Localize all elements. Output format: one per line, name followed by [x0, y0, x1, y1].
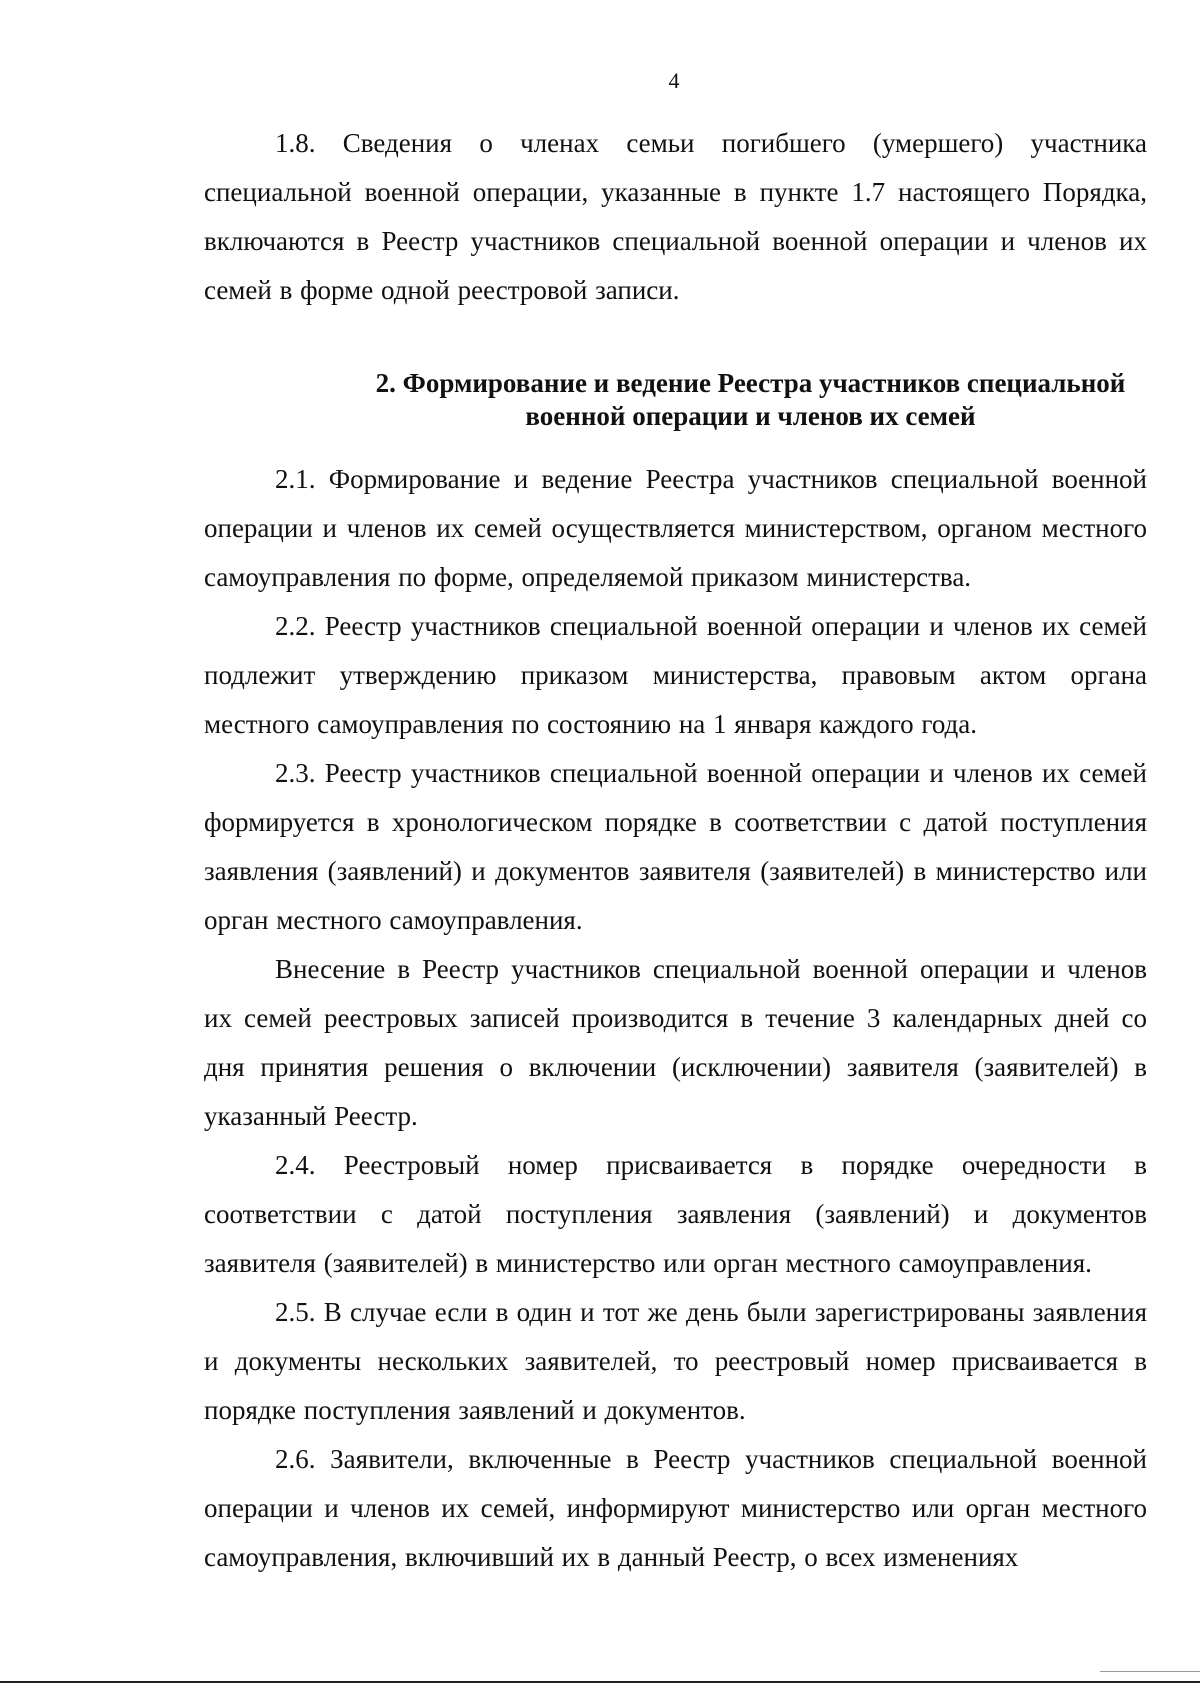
- paragraph-2-4: 2.4. Реестровый номер присваивается в порядке очередности в соответствии с датой поступления заявления (заявлений) и документов заявителя (заявителей) в министерство или орган местного самоуправления.: [204, 1150, 1147, 1278]
- paragraph-2-5: 2.5. В случае если в один и тот же день были зарегистрированы заявления и документы нескольких заявителей, то реестровый номер присваивается в порядке поступления заявлений и документов.: [204, 1297, 1147, 1425]
- paragraph-2-2: 2.2. Реестр участников специальной военной операции и членов их семей подлежит утверждению приказом министерства, правовым актом органа местного самоуправления по состоянию на 1 января каждого года.: [204, 611, 1147, 739]
- section-heading-line-2: военной операции и членов их семей: [525, 401, 976, 431]
- scan-bottom-edge-line: [0, 1681, 1200, 1683]
- paragraph-2-1: 2.1. Формирование и ведение Реестра участников специальной военной операции и членов их семей осуществляется министерством, органом местного самоуправления по форме, определяемой приказом министерства.: [204, 464, 1147, 592]
- paragraph-2-3-continuation: Внесение в Реестр участников специальной военной операции и членов их семей реестровых записей производится в течение 3 календарных дней со дня принятия решения о включении (исключении) заявителя (заявителей) в указанный Реестр.: [204, 954, 1147, 1131]
- section-heading-2: [204, 367, 1147, 433]
- page-number: 4: [668, 68, 680, 93]
- paragraph-2-6: 2.6. Заявители, включенные в Реестр участников специальной военной операции и членов их семей, информируют министерство или орган местного самоуправления, включивший их в данный Реестр, о всех изменениях: [204, 1444, 1147, 1572]
- section-heading-line-1: 2. Формирование и ведение Реестра участников специальной: [375, 368, 1126, 398]
- scan-edge-mark: [1100, 1671, 1200, 1672]
- document-body: [204, 119, 1147, 1582]
- paragraph-2-3: 2.3. Реестр участников специальной военной операции и членов их семей формируется в хронологическом порядке в соответствии с датой поступления заявления (заявлений) и документов заявителя (заявителей) в министерство или орган местного самоуправления.: [204, 758, 1147, 935]
- paragraph-1-8: 1.8. Сведения о членах семьи погибшего (умершего) участника специальной военной операции, указанные в пункте 1.7 настоящего Порядка, включаются в Реестр участников специальной военной операции и членов их семей в форме одной реестровой записи.: [204, 128, 1147, 305]
